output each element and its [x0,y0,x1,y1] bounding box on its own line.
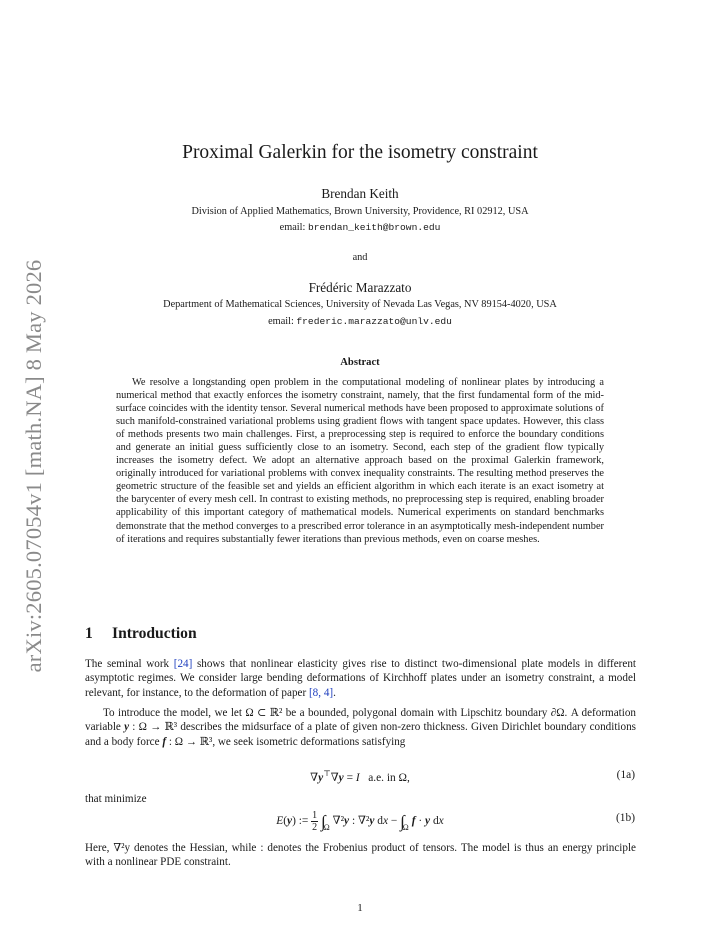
equation-1a-condition: a.e. in Ω, [368,771,410,784]
author-name-2: Frédéric Marazzato [308,280,412,295]
equation-1b-tag: (1b) [616,812,635,824]
intro-paragraph-1 [85,657,636,700]
equation-1a-tag: (1a) [616,769,635,781]
math-symbol: y [124,721,130,734]
section-number: 1 [85,625,93,642]
text-run: : Ω → ℝ³ describes the midsurface of a plate of given non-zero thickness. Given Dirichlet boundary conditions and a body force [85,721,636,748]
section-title: Introduction [112,625,197,642]
author-email-1 [0,222,720,233]
email-address[interactable]: frederic.marazzato@unlv.edu [296,316,452,327]
text-run: To introduce the model, we let Ω ⊂ ℝ² be a bounded, polygonal domain with Lipschitz boundary ∂Ω. A deformation variable [85,707,636,734]
section-heading [85,625,197,643]
author-affiliation-1: Division of Applied Mathematics, Brown University, Providence, RI 02912, USA [191,206,529,217]
arxiv-identifier-text: arXiv:2605.07054v1 [math.NA] 8 May 2026 [21,259,46,673]
email-label: email: [279,222,306,233]
citation-link[interactable]: [8, 4] [308,686,334,699]
intro-paragraph-3: Here, ∇²y denotes the Hessian, while : denotes the Frobenius product of tensors. The model is thus an energy principle with a nonlinear PDE constraint. [85,842,636,869]
math-symbol: f [162,735,167,748]
email-address[interactable]: brendan_keith@brown.edu [307,222,441,233]
author-affiliation-2: Department of Mathematical Sciences, University of Nevada Las Vegas, NV 89154-4020, USA [163,299,557,310]
abstract-text: We resolve a longstanding open problem in the computational modeling of nonlinear plates by introducing a numerical method that exactly enforces the isometry constraint, namely, that the first fundamental form of the mid-surface coincides with the identity tensor. Several numerical methods have been proposed to approximate solutions of such manifold-constrained variational problems using gradient flows with tangent space updates. However, this class of methods presents two main challenges. First, a preprocessing step is required to enforce the boundary conditions and generate an initial guess sufficiently close to an isometry. Second, each step of the gradient flow typically increases the isometry defect. We adopt an alternative approach based on the proximal Galerkin framework, originally introduced for variational problems with convex inequality constraints. The resulting method preserves the geometric structure of the feasible set and yields an efficient algorithm in which each iterate is an exact isometry at the barycenter of every mesh cell. In contrast to existing methods, no preprocessing step is required, enabling broader applicability of this important category of mathematical models. Numerical experiments on standard benchmarks demonstrate that the method converges to a prescribed error tolerance in an asymptotically mesh-independent number of iterations and requires substantially fewer iterations than previous methods, even on coarse meshes. [116,377,604,545]
email-label: email: [268,316,294,327]
author-name-1: Brendan Keith [321,186,399,201]
text-run: shows that nonlinear elasticity gives rise to distinct two-dimensional plate models in different asymptotic regimes. We consider large bending deformations of Kirchhoff plates under an isometry constraint, a model relevant, for instance, to the deformation of paper [85,658,636,699]
text-run: : Ω → ℝ³, we seek isometric deformations satisfying [166,735,406,748]
author-email-2 [0,316,720,327]
citation-link[interactable]: [24] [173,658,193,670]
between-equations-text: that minimize [85,793,147,805]
page-number: 1 [357,902,363,914]
author-separator: and [352,252,368,263]
intro-paragraph-2 [85,706,636,749]
abstract-heading: Abstract [340,357,380,368]
text-run: The seminal work [85,658,174,670]
equation-1a-body: ∇y⊤∇y = I a.e. in Ω, [310,769,410,784]
paper-title: Proximal Galerkin for the isometry constraint [182,142,538,163]
text-run: . [333,686,336,699]
equation-1b-body: E(y) := $\frac{1}{2}$ $\int_\Omega\nabla^2y$ : ∇²y dx − $\int_\Omega f \cdot y$ dx [276,810,444,833]
